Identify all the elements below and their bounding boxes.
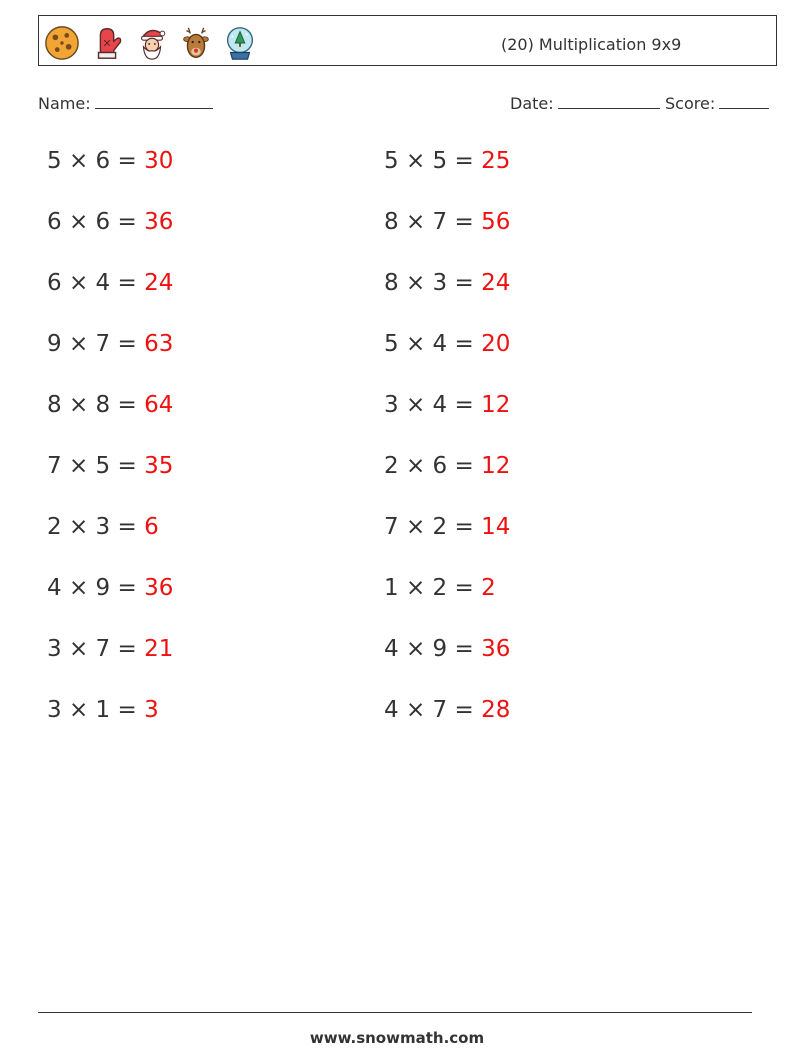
problem-expression: 4 × 9 = — [384, 636, 482, 662]
problem-expression: 8 × 3 = — [384, 270, 482, 296]
problem-answer: 12 — [481, 453, 511, 479]
score-field[interactable] — [665, 93, 769, 113]
problem-right-10 — [384, 697, 510, 723]
problem-expression: 2 × 6 = — [384, 453, 482, 479]
problem-expression: 5 × 4 = — [384, 331, 482, 357]
problem-answer: 56 — [481, 209, 511, 235]
problem-right-9 — [384, 636, 510, 662]
problem-answer: 28 — [481, 697, 511, 723]
problem-expression: 5 × 5 = — [384, 148, 482, 174]
santa-icon — [133, 24, 171, 62]
name-field[interactable] — [38, 93, 213, 113]
snow-globe-icon — [221, 24, 259, 62]
problem-answer: 36 — [144, 575, 174, 601]
reindeer-icon — [177, 24, 215, 62]
problem-answer: 21 — [144, 636, 174, 662]
problem-answer: 35 — [144, 453, 174, 479]
footer-website: www.snowmath.com — [309, 1029, 485, 1047]
problem-expression: 6 × 4 = — [47, 270, 145, 296]
problem-left-9 — [47, 636, 173, 662]
name-label: Name: — [38, 94, 91, 113]
problem-answer: 2 — [481, 575, 496, 601]
mitten-icon — [89, 24, 127, 62]
problem-left-3 — [47, 270, 173, 296]
problem-right-6 — [384, 453, 510, 479]
name-blank-line[interactable] — [95, 93, 213, 109]
problem-expression: 6 × 6 = — [47, 209, 145, 235]
worksheet-header — [38, 15, 777, 66]
footer-divider — [38, 1012, 752, 1013]
problem-left-1 — [47, 148, 173, 174]
problem-answer: 24 — [144, 270, 174, 296]
cookie-icon — [43, 24, 81, 62]
problem-right-1 — [384, 148, 510, 174]
problem-answer: 6 — [144, 514, 159, 540]
problem-expression: 5 × 6 = — [47, 148, 145, 174]
problem-expression: 1 × 2 = — [384, 575, 482, 601]
problem-answer: 24 — [481, 270, 511, 296]
date-field[interactable] — [510, 93, 660, 113]
problem-answer: 25 — [481, 148, 511, 174]
problem-left-8 — [47, 575, 173, 601]
problem-expression: 7 × 2 = — [384, 514, 482, 540]
problem-expression: 3 × 7 = — [47, 636, 145, 662]
problem-answer: 63 — [144, 331, 174, 357]
problem-expression: 7 × 5 = — [47, 453, 145, 479]
problem-expression: 8 × 7 = — [384, 209, 482, 235]
problem-left-10 — [47, 697, 159, 723]
problem-expression: 3 × 1 = — [47, 697, 145, 723]
problem-answer: 20 — [481, 331, 511, 357]
problem-left-7 — [47, 514, 159, 540]
problem-right-5 — [384, 392, 510, 418]
problem-answer: 36 — [144, 209, 174, 235]
problem-left-2 — [47, 209, 173, 235]
problem-answer: 12 — [481, 392, 511, 418]
problem-answer: 30 — [144, 148, 174, 174]
problem-right-3 — [384, 270, 510, 296]
problem-left-6 — [47, 453, 173, 479]
problem-expression: 4 × 9 = — [47, 575, 145, 601]
problem-expression: 4 × 7 = — [384, 697, 482, 723]
problem-expression: 9 × 7 = — [47, 331, 145, 357]
problem-answer: 36 — [481, 636, 511, 662]
worksheet-title: (20) Multiplication 9x9 — [501, 35, 682, 54]
date-blank-line[interactable] — [558, 93, 660, 109]
problem-expression: 2 × 3 = — [47, 514, 145, 540]
problem-answer: 64 — [144, 392, 174, 418]
problem-left-4 — [47, 331, 173, 357]
problem-right-2 — [384, 209, 510, 235]
score-blank-line[interactable] — [719, 93, 769, 109]
date-label: Date: — [510, 94, 554, 113]
problem-expression: 8 × 8 = — [47, 392, 145, 418]
problem-answer: 3 — [144, 697, 159, 723]
problem-expression: 3 × 4 = — [384, 392, 482, 418]
problem-left-5 — [47, 392, 173, 418]
problem-right-4 — [384, 331, 510, 357]
problem-answer: 14 — [481, 514, 511, 540]
problem-right-7 — [384, 514, 510, 540]
score-label: Score: — [665, 94, 716, 113]
problem-right-8 — [384, 575, 496, 601]
